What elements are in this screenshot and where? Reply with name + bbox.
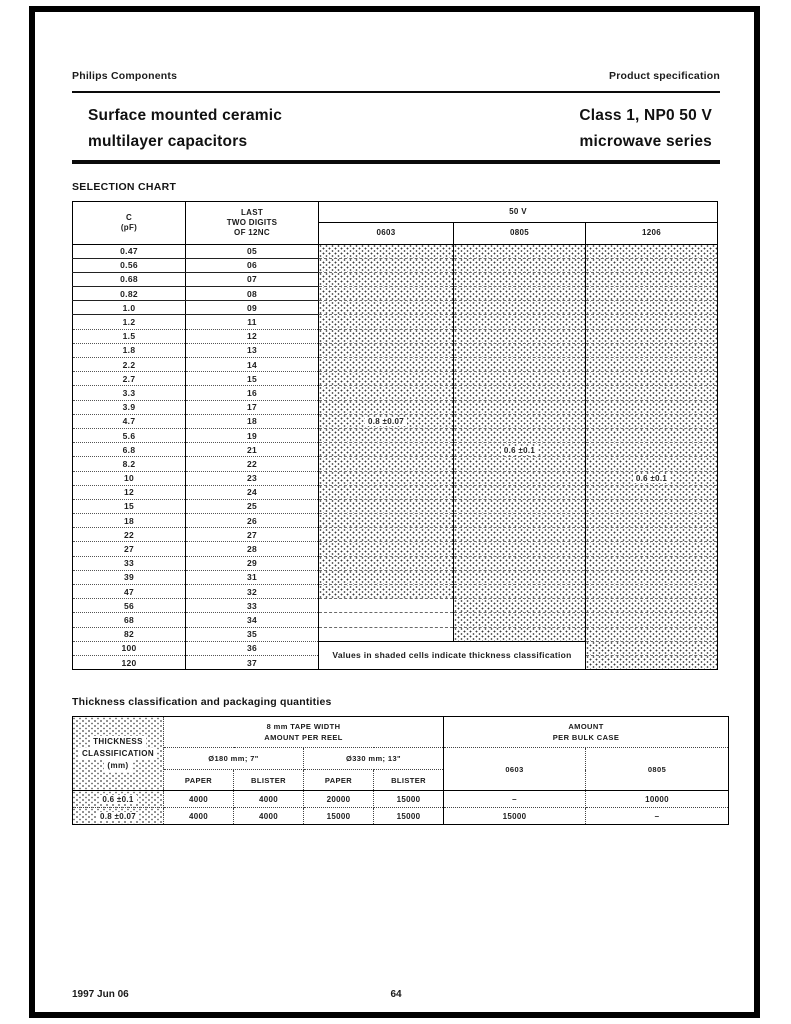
nc-digits-value: 32 [186, 585, 319, 599]
chart-row-0.47 [73, 244, 718, 258]
packaging-row-0.6 ±0.1 [73, 791, 729, 808]
cell-0805-22-available [454, 528, 586, 542]
cell-0805-8.2-available [454, 457, 586, 471]
cell-0603-1.0-available [319, 301, 454, 315]
cell-0603-10-available [319, 471, 454, 485]
cell-0805-68-available [454, 613, 586, 627]
nc-digits-value: 37 [186, 655, 319, 669]
nc-header-line1: LAST [240, 207, 264, 217]
chart-row-0.56 [73, 258, 718, 272]
capacitance-value: 0.56 [73, 258, 186, 272]
nc-digits-value: 15 [186, 372, 319, 386]
chart-row-1.5 [73, 329, 718, 343]
bulk-size-header-0805: 0805 [586, 748, 729, 791]
chart-row-2.2 [73, 358, 718, 372]
cell-0805-1.0-available [454, 301, 586, 315]
cell-0603-15-available [319, 499, 454, 513]
cell-1206-2.2-available [586, 358, 718, 372]
cell-0603-68-empty [319, 613, 454, 627]
cell-0805-15-available [454, 499, 586, 513]
packaging-quantity: 4000 [164, 791, 234, 808]
nc-digits-value: 06 [186, 258, 319, 272]
cell-0603-33-available [319, 556, 454, 570]
nc-digits-value: 21 [186, 443, 319, 457]
cell-1206-10-available [586, 471, 718, 485]
selection-chart-table [72, 201, 718, 671]
thickness-header-line3: (mm) [104, 760, 131, 772]
title-rule [72, 160, 720, 164]
cell-1206-1.5-available [586, 329, 718, 343]
doc-type-label: Product specification [609, 70, 720, 82]
capacitance-value: 3.3 [73, 386, 186, 400]
cell-0603-56-empty [319, 599, 454, 613]
cell-0805-3.9-available [454, 400, 586, 414]
packaging-quantity: – [586, 808, 729, 825]
nc-digits-value: 16 [186, 386, 319, 400]
chart-row-47 [73, 585, 718, 599]
shaded-cells-note: Values in shaded cells indicate thickness classification [319, 641, 586, 669]
cell-0805-1.2-available [454, 315, 586, 329]
cell-0603-2.2-available [319, 358, 454, 372]
cell-0603-0.47-available [319, 244, 454, 258]
cell-1206-8.2-available [586, 457, 718, 471]
capacitance-value: 27 [73, 542, 186, 556]
cell-0805-12-available [454, 485, 586, 499]
cell-0603-3.3-available [319, 386, 454, 400]
chart-row-39 [73, 570, 718, 584]
chart-row-15 [73, 499, 718, 513]
cell-0603-27-available [319, 542, 454, 556]
bulk-group-header [444, 717, 729, 748]
packaging-header-row1 [73, 717, 729, 748]
cell-0805-1.5-available [454, 329, 586, 343]
cell-0805-56-available [454, 599, 586, 613]
capacitance-value: 22 [73, 528, 186, 542]
cell-1206-1.8-available [586, 343, 718, 357]
cell-0603-12-available [319, 485, 454, 499]
cell-0603-1.2-available [319, 315, 454, 329]
cell-1206-15-available [586, 499, 718, 513]
chart-row-68 [73, 613, 718, 627]
packaging-row-0.8 ±0.07 [73, 808, 729, 825]
nc-digits-value: 05 [186, 244, 319, 258]
reel-7inch-header: Ø180 mm; 7" [164, 748, 304, 770]
cell-0603-39-available [319, 570, 454, 584]
capacitance-value: 39 [73, 570, 186, 584]
cell-1206-1.2-available [586, 315, 718, 329]
cell-0805-82-available [454, 627, 586, 641]
bulk-group-header-line2: PER BULK CASE [552, 733, 620, 743]
capacitance-value: 0.82 [73, 287, 186, 301]
capacitance-value: 15 [73, 499, 186, 513]
footer-page-number: 64 [390, 989, 402, 1000]
packaging-quantity: 20000 [304, 791, 374, 808]
cell-0805-3.3-available [454, 386, 586, 400]
cell-1206-2.7-available [586, 372, 718, 386]
chart-row-27 [73, 542, 718, 556]
chart-row-5.6 [73, 428, 718, 442]
chart-row-56 [73, 599, 718, 613]
packaging-quantity: – [444, 791, 586, 808]
capacitance-value: 8.2 [73, 457, 186, 471]
packaging-heading: Thickness classification and packaging quantities [72, 696, 332, 709]
blister-header-7inch: BLISTER [234, 770, 304, 791]
title-block [72, 103, 720, 155]
chart-row-0.82 [73, 287, 718, 301]
cell-1206-4.7-available [586, 414, 718, 428]
nc-digits-value: 34 [186, 613, 319, 627]
chart-row-6.8 [73, 443, 718, 457]
packaging-quantity: 15000 [374, 808, 444, 825]
capacitance-header-line1: C [125, 212, 133, 222]
capacitance-value: 68 [73, 613, 186, 627]
cell-0805-6.8-available [454, 443, 586, 457]
chart-row-1.0 [73, 301, 718, 315]
capacitance-header-line2: (pF) [120, 222, 138, 232]
packaging-quantity: 4000 [234, 808, 304, 825]
packaging-quantity: 4000 [234, 791, 304, 808]
nc-digits-value: 14 [186, 358, 319, 372]
chart-row-1.8 [73, 343, 718, 357]
chart-row-0.68 [73, 272, 718, 286]
capacitance-value: 3.9 [73, 400, 186, 414]
cell-0603-2.7-available [319, 372, 454, 386]
thickness-annotation: 0.8 ±0.07 [365, 417, 407, 426]
packaging-quantity: 15000 [304, 808, 374, 825]
packaging-quantity: 15000 [374, 791, 444, 808]
cell-0603-0.56-available [319, 258, 454, 272]
thickness-class-value [73, 791, 164, 808]
cell-0805-2.2-available [454, 358, 586, 372]
cell-1206-3.9-available [586, 400, 718, 414]
cell-1206-68-available [586, 613, 718, 627]
capacitance-value: 12 [73, 485, 186, 499]
cell-1206-56-available [586, 599, 718, 613]
cell-1206-47-available [586, 585, 718, 599]
nc-digits-value: 19 [186, 428, 319, 442]
chart-row-22 [73, 528, 718, 542]
bulk-size-header-0603: 0603 [444, 748, 586, 791]
nc-header-line3: OF 12NC [234, 227, 270, 237]
chart-row-18 [73, 514, 718, 528]
chart-row-1.2 [73, 315, 718, 329]
series-title-line2: microwave series [579, 133, 712, 150]
cell-0603-22-available [319, 528, 454, 542]
capacitance-value: 2.7 [73, 372, 186, 386]
nc-digits-value: 18 [186, 414, 319, 428]
nc-digits-value: 28 [186, 542, 319, 556]
cell-1206-18-available [586, 514, 718, 528]
nc-digits-value: 07 [186, 272, 319, 286]
packaging-quantity: 15000 [444, 808, 586, 825]
page-footer [72, 989, 720, 1000]
cell-1206-33-available [586, 556, 718, 570]
chart-row-100 [73, 641, 718, 655]
cell-0805-39-available [454, 570, 586, 584]
cell-0805-0.68-available [454, 272, 586, 286]
packaging-quantity: 4000 [164, 808, 234, 825]
cell-0805-47-available [454, 585, 586, 599]
chart-row-8.2 [73, 457, 718, 471]
cell-1206-27-available [586, 542, 718, 556]
series-title [579, 103, 720, 155]
cell-1206-100-available [586, 641, 718, 655]
cell-0805-0.56-available [454, 258, 586, 272]
nc-digits-value: 31 [186, 570, 319, 584]
nc-digits-value: 26 [186, 514, 319, 528]
cell-1206-1.0-available [586, 301, 718, 315]
cell-0603-5.6-available [319, 428, 454, 442]
packaging-table [72, 716, 729, 825]
nc-digits-value: 25 [186, 499, 319, 513]
nc-digits-value: 11 [186, 315, 319, 329]
cell-1206-39-available [586, 570, 718, 584]
chart-row-2.7 [73, 372, 718, 386]
thickness-annotation: 0.6 ±0.1 [633, 474, 670, 483]
footer-date: 1997 Jun 06 [72, 989, 129, 1000]
publisher-name: Philips Components [72, 70, 178, 82]
nc-digits-value: 24 [186, 485, 319, 499]
cell-1206-0.68-available [586, 272, 718, 286]
cell-1206-12-available [586, 485, 718, 499]
capacitance-value: 100 [73, 641, 186, 655]
datasheet-page [72, 70, 720, 825]
cell-0805-2.7-available [454, 372, 586, 386]
product-title-line1: Surface mounted ceramic [88, 107, 283, 124]
capacitance-value: 82 [73, 627, 186, 641]
nc-digits-value: 36 [186, 641, 319, 655]
capacitance-value: 4.7 [73, 414, 186, 428]
selection-chart-heading: SELECTION CHART [72, 180, 177, 193]
nc-digits-value: 29 [186, 556, 319, 570]
capacitance-value: 120 [73, 655, 186, 669]
nc-digits-value: 23 [186, 471, 319, 485]
capacitance-value: 1.5 [73, 329, 186, 343]
nc-digits-value: 22 [186, 457, 319, 471]
size-header-0603: 0603 [319, 222, 454, 244]
selection-chart-header-row1 [73, 201, 718, 222]
cell-0805-5.6-available [454, 428, 586, 442]
thickness-class-value [73, 808, 164, 825]
cell-0603-6.8-available [319, 443, 454, 457]
cell-1206-82-available [586, 627, 718, 641]
cell-0603-4.7-available [319, 414, 454, 428]
capacitance-value: 33 [73, 556, 186, 570]
nc-digits-value: 13 [186, 343, 319, 357]
cell-0805-10-available [454, 471, 586, 485]
chart-row-4.7 [73, 414, 718, 428]
cell-1206-22-available [586, 528, 718, 542]
capacitance-value: 5.6 [73, 428, 186, 442]
header-rule [72, 91, 720, 93]
capacitance-value: 18 [73, 514, 186, 528]
selection-chart-body [73, 244, 718, 670]
thickness-column-header [73, 717, 164, 791]
product-title [72, 103, 282, 155]
tape-group-header-line1: 8 mm TAPE WIDTH [266, 721, 341, 731]
cell-0805-33-available [454, 556, 586, 570]
chart-row-12 [73, 485, 718, 499]
thickness-header-line1: THICKNESS [90, 736, 146, 748]
chart-row-10 [73, 471, 718, 485]
cell-0805-18-available [454, 514, 586, 528]
nc-digits-value: 35 [186, 627, 319, 641]
capacitance-value: 0.68 [73, 272, 186, 286]
cell-0603-8.2-available [319, 457, 454, 471]
cell-0603-82-empty [319, 627, 454, 641]
capacitance-value: 56 [73, 599, 186, 613]
paper-header-13inch: PAPER [304, 770, 374, 791]
capacitance-value: 0.47 [73, 244, 186, 258]
nc-column-header [186, 201, 319, 244]
cell-0603-47-available [319, 585, 454, 599]
chart-row-3.9 [73, 400, 718, 414]
series-title-line1: Class 1, NP0 50 V [579, 107, 712, 124]
capacitance-value: 1.8 [73, 343, 186, 357]
nc-digits-value: 12 [186, 329, 319, 343]
cell-1206-0.47-available [586, 244, 718, 258]
thickness-class-label: 0.8 ±0.07 [97, 812, 139, 821]
cell-0603-0.68-available [319, 272, 454, 286]
cell-1206-120-available [586, 655, 718, 669]
thickness-class-label: 0.6 ±0.1 [99, 795, 136, 804]
cell-0805-1.8-available [454, 343, 586, 357]
nc-digits-value: 33 [186, 599, 319, 613]
cell-0603-1.8-available [319, 343, 454, 357]
chart-row-82 [73, 627, 718, 641]
thickness-header-line2: CLASSIFICATION [79, 748, 157, 760]
nc-digits-value: 17 [186, 400, 319, 414]
cell-0805-0.47-available [454, 244, 586, 258]
paper-header-7inch: PAPER [164, 770, 234, 791]
voltage-group-header: 50 V [319, 201, 718, 222]
nc-header-line2: TWO DIGITS [226, 217, 278, 227]
tape-group-header-line2: AMOUNT PER REEL [264, 733, 343, 743]
packaging-header-row2 [73, 748, 729, 770]
cell-1206-6.8-available [586, 443, 718, 457]
packaging-table-body [73, 791, 729, 825]
nc-digits-value: 27 [186, 528, 319, 542]
cell-1206-5.6-available [586, 428, 718, 442]
nc-digits-value: 09 [186, 301, 319, 315]
capacitance-value: 2.2 [73, 358, 186, 372]
packaging-quantity: 10000 [586, 791, 729, 808]
cell-0805-4.7-available [454, 414, 586, 428]
running-header [72, 70, 720, 82]
size-header-1206: 1206 [586, 222, 718, 244]
capacitance-value: 10 [73, 471, 186, 485]
capacitance-column-header [73, 201, 186, 244]
cell-1206-3.3-available [586, 386, 718, 400]
cell-1206-0.82-available [586, 287, 718, 301]
capacitance-value: 47 [73, 585, 186, 599]
tape-group-header [164, 717, 444, 748]
size-header-0805: 0805 [454, 222, 586, 244]
thickness-annotation: 0.6 ±0.1 [501, 446, 538, 455]
cell-0805-0.82-available [454, 287, 586, 301]
cell-1206-0.56-available [586, 258, 718, 272]
cell-0805-27-available [454, 542, 586, 556]
nc-digits-value: 08 [186, 287, 319, 301]
cell-0603-3.9-available [319, 400, 454, 414]
chart-row-33 [73, 556, 718, 570]
capacitance-value: 1.2 [73, 315, 186, 329]
chart-row-3.3 [73, 386, 718, 400]
product-title-line2: multilayer capacitors [88, 133, 248, 150]
capacitance-value: 1.0 [73, 301, 186, 315]
capacitance-value: 6.8 [73, 443, 186, 457]
bulk-group-header-line1: AMOUNT [568, 721, 604, 731]
cell-0603-1.5-available [319, 329, 454, 343]
reel-13inch-header: Ø330 mm; 13" [304, 748, 444, 770]
cell-0603-18-available [319, 514, 454, 528]
blister-header-13inch: BLISTER [374, 770, 444, 791]
cell-0603-0.82-available [319, 287, 454, 301]
